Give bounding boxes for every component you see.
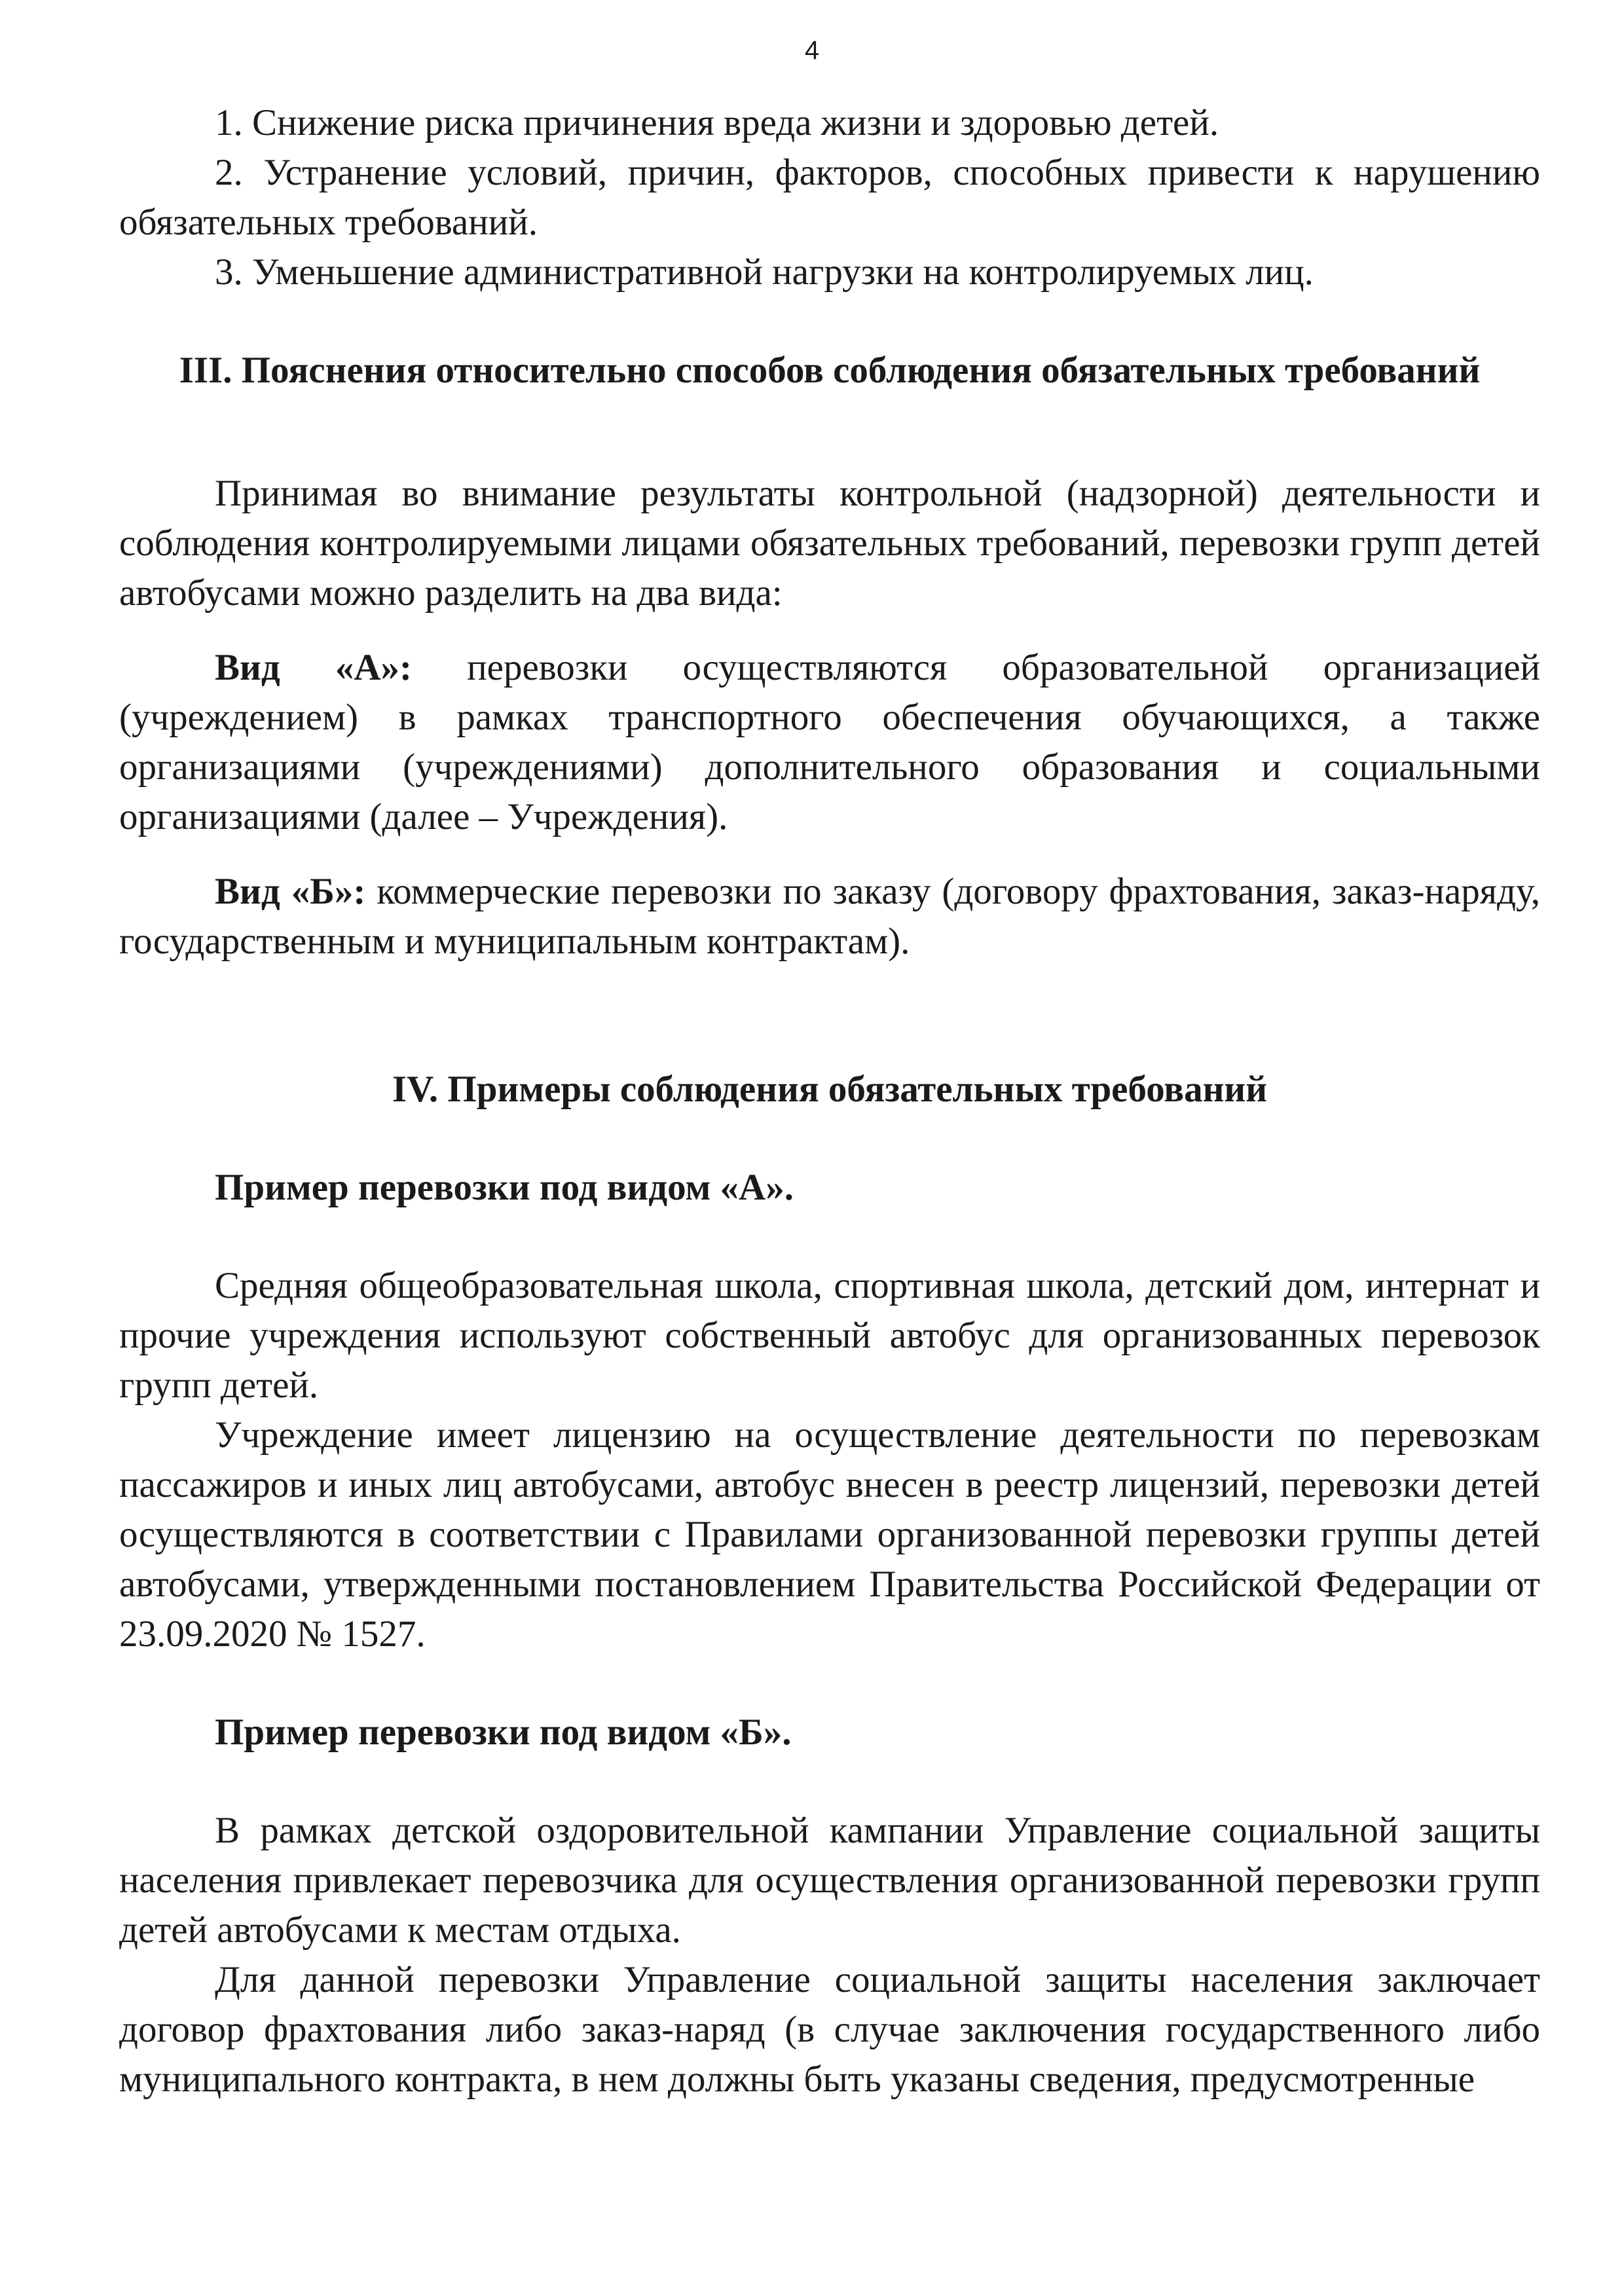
example-b-title: Пример перевозки под видом «Б». [215,1712,792,1753]
section-3-title: III. Пояснения относительно способов соблюдения обязательных требований [179,350,1481,391]
type-b-label: Вид «Б»: [215,871,366,912]
example-a-paragraph-1: Средняя общеобразовательная школа, спортивная школа, детский дом, интернат и прочие учреждения используют собственный автобус для организованных перевозок групп детей. [119,1265,1540,1406]
list-item: 3. Уменьшение административной нагрузки на контролируемых лиц. [215,251,1314,293]
example-a-paragraph-2: Учреждение имеет лицензию на осуществление деятельности по перевозкам пассажиров и иных лиц автобусами, автобус внесен в реестр лицензий, перевозки детей осуществляются в соответствии с Правилами организованной перевозки группы детей автобусами, утвержденными постановлением Правительства Российской Федерации от 23.09.2020 № 1527. [119,1414,1540,1655]
list-item: 1. Снижение риска причинения вреда жизни и здоровью детей. [215,102,1219,143]
type-b-text: коммерческие перевозки по заказу (договору фрахтования, заказ-наряду, государственным и муниципальным контрактам). [119,871,1540,962]
section-3-intro: Принимая во внимание результаты контрольной (надзорной) деятельности и соблюдения контролируемыми лицами обязательных требований, перевозки групп детей автобусами можно разделить на два вида: [119,473,1540,614]
type-b-paragraph [119,867,1540,966]
example-b-paragraph-1: В рамках детской оздоровительной кампании Управление социальной защиты населения привлекает перевозчика для осуществления организованной перевозки групп детей автобусами к местам отдыха. [119,1810,1540,1951]
type-a-label: Вид «А»: [215,647,413,688]
example-b-paragraph-2: Для данной перевозки Управление социальной защиты населения заключает договор фрахтования либо заказ-наряд (в случае заключения государственного либо муниципального контракта, в нем должны быть указаны сведения, предусмотренные [119,1959,1540,2100]
example-a-title: Пример перевозки под видом «А». [215,1167,794,1208]
page-number: 4 [804,36,820,65]
section-4-title: IV. Примеры соблюдения обязательных требований [392,1069,1268,1110]
type-a-text: перевозки осуществляются образовательной организацией (учреждением) в рамках транспортного обеспечения обучающихся, а также организациями (учреждениями) дополнительного образования и социальными организациями (далее – Учреждения). [119,647,1541,837]
list-item: 2. Устранение условий, причин, факторов, способных привести к нарушению обязательных требований. [119,152,1540,243]
type-a-paragraph [119,643,1540,842]
document-body [119,98,1540,2104]
